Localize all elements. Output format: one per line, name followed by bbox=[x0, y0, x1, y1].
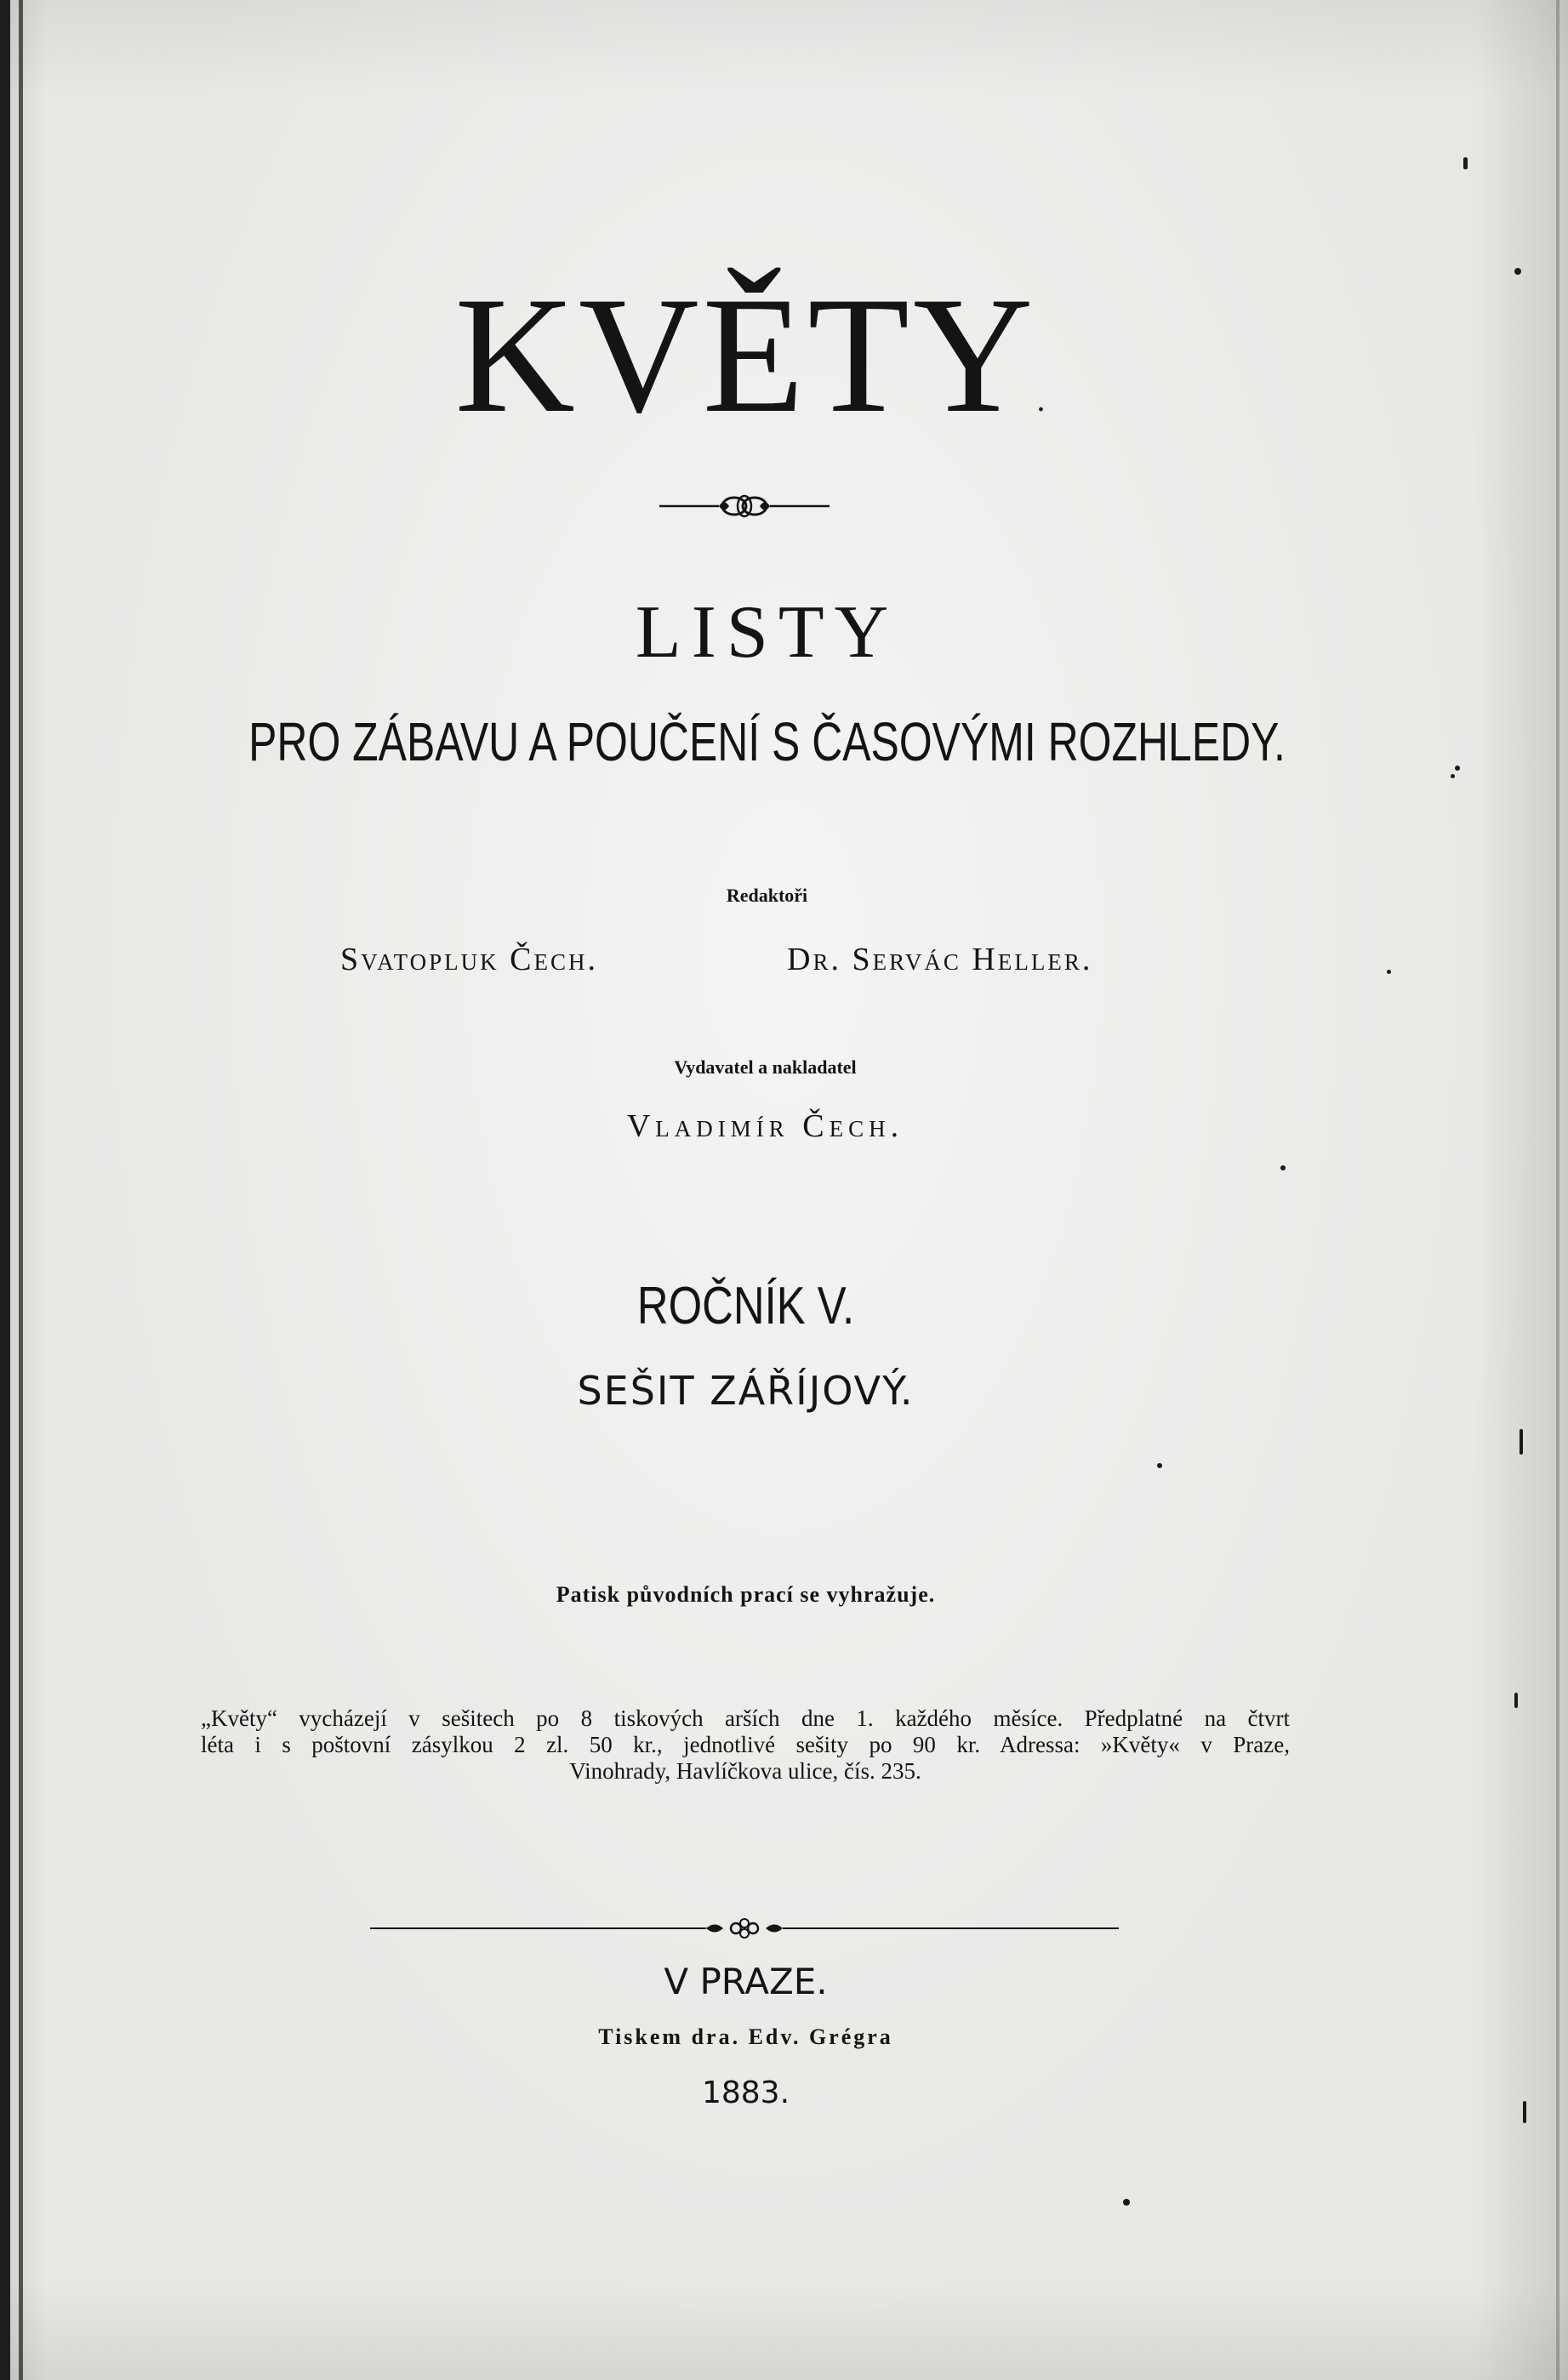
heading-subtitle: PRO ZÁBAVU A POUČENÍ S ČASOVÝMI ROZHLEDY. bbox=[248, 711, 1286, 772]
heading-main: LISTY bbox=[635, 591, 899, 674]
imprint-year: 1883. bbox=[701, 2075, 790, 2110]
volume-issue: SEŠIT ZÁŘÍJOVÝ. bbox=[577, 1368, 915, 1414]
scan-speck bbox=[1280, 1165, 1286, 1170]
subscription-line: Vinohrady, Havlíčkova ulice, čís. 235. bbox=[569, 1758, 921, 1784]
publisher-name: Vladimír Čech. bbox=[626, 1108, 904, 1144]
copyright-notice: Patisk původních prací se vyhražuje. bbox=[556, 1582, 936, 1607]
volume-year: ROČNÍK V. bbox=[636, 1277, 855, 1335]
imprint-printer: Tiskem dra. Edv. Grégra bbox=[598, 2024, 893, 2049]
editor-name-first: Svatopluk Čech. bbox=[340, 942, 599, 977]
subscription-line: „Květy“ vycházejí v sešitech po 8 tiskových arších dne 1. každého měsíce. Předplatné na čtvrt bbox=[201, 1705, 1290, 1731]
scan-speck bbox=[1514, 1693, 1518, 1708]
scan-speck bbox=[1514, 268, 1521, 275]
scan-speck bbox=[1157, 1463, 1162, 1468]
scan-speck bbox=[1463, 157, 1468, 169]
page-edge-right bbox=[1556, 0, 1559, 2380]
editor-name-second: Dr. Servác Heller. bbox=[787, 942, 1093, 977]
scan-speck bbox=[1455, 766, 1460, 771]
imprint-place: V PRAZE. bbox=[664, 1961, 828, 2002]
flourish-ornament-icon bbox=[370, 1916, 1119, 1941]
scan-speck bbox=[1520, 1429, 1523, 1455]
scan-speck bbox=[1451, 774, 1455, 778]
scan-speck bbox=[1523, 2101, 1526, 2123]
editors-label: Redaktoři bbox=[726, 885, 808, 906]
subscription-line: léta i s poštovní zásylkou 2 zl. 50 kr., jednotlivé sešity po 90 kr. Adressa: »Květy« v Praze, bbox=[201, 1732, 1290, 1757]
flourish-ornament-icon bbox=[659, 492, 830, 521]
scan-speck bbox=[1123, 2199, 1130, 2206]
scan-speck bbox=[1387, 970, 1391, 974]
masthead-title: KVĚTY. bbox=[454, 263, 1049, 447]
publisher-label: Vydavatel a nakladatel bbox=[674, 1056, 857, 1078]
subscription-info bbox=[201, 1705, 1290, 1785]
